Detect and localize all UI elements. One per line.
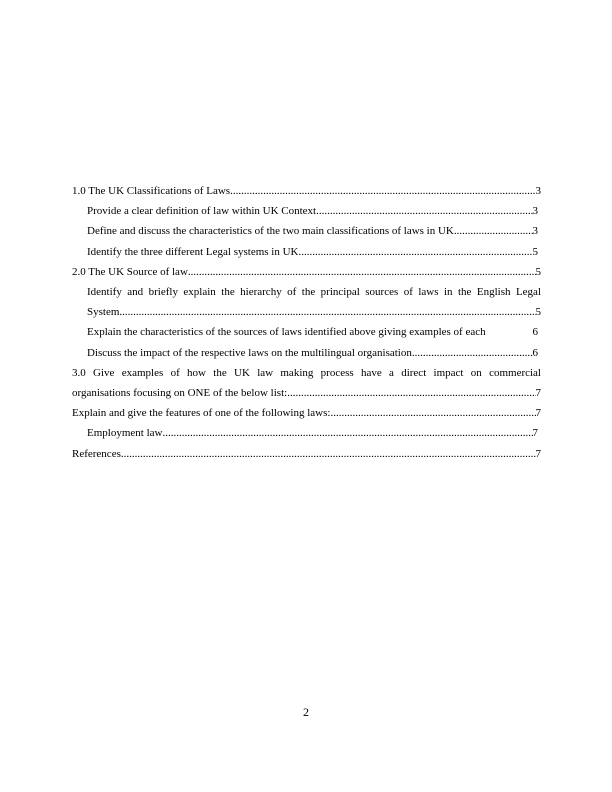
toc-entry-employment-law[interactable]	[72, 423, 538, 443]
toc-page-number: 7	[535, 387, 541, 400]
toc-leader-dots	[287, 383, 535, 403]
toc-page-number: 5	[535, 306, 541, 319]
toc-leader-dots	[330, 403, 535, 423]
toc-entry-features-of-laws[interactable]	[72, 403, 541, 423]
toc-entry-line2	[72, 383, 541, 403]
toc-page-number: 6	[532, 326, 538, 339]
toc-entry-definition-of-law[interactable]	[72, 201, 538, 221]
toc-entry-label-line2: System	[87, 306, 120, 319]
toc-entry-multilingual-impact[interactable]	[72, 343, 538, 363]
toc-entry-uk-source-of-law[interactable]	[72, 262, 541, 282]
toc-entry-references[interactable]	[72, 444, 541, 464]
toc-entry-legal-systems[interactable]	[72, 242, 538, 262]
toc-entry-uk-classifications[interactable]	[72, 181, 541, 201]
toc-entry-characteristics-of-sources[interactable]	[72, 322, 538, 342]
toc-leader-dots	[454, 221, 533, 241]
toc-entry-label: Define and discuss the characteristics of the two main classifications of laws in UK	[87, 225, 454, 238]
toc-leader-dots	[316, 201, 532, 221]
table-of-contents	[72, 181, 541, 464]
toc-entry-characteristics-classifications[interactable]	[72, 221, 538, 241]
toc-entry-line2	[87, 302, 541, 322]
toc-entry-label: Explain the characteristics of the sources of laws identified above giving examples of each	[87, 326, 486, 339]
toc-leader-dots	[121, 444, 536, 464]
toc-entry-label-line1: 3.0 Give examples of how the UK law making process have a direct impact on commercial	[72, 366, 541, 379]
toc-leader-dots	[119, 302, 535, 322]
toc-leader-dots	[230, 181, 535, 201]
toc-entry-label: Identify the three different Legal systems in UK	[87, 245, 299, 258]
toc-entry-label: Discuss the impact of the respective laws on the multilingual organisation	[87, 346, 412, 359]
toc-entry-label: Explain and give the features of one of the following laws:	[72, 407, 331, 420]
page-number-footer: 2	[303, 705, 309, 719]
toc-entry-label: Provide a clear definition of law within UK Context	[87, 205, 317, 218]
toc-leader-dots	[412, 343, 533, 363]
toc-page-number: 7	[535, 407, 541, 420]
toc-leader-dots	[298, 242, 532, 262]
toc-leader-dots	[188, 262, 536, 282]
toc-entry-label: 2.0 The UK Source of law	[72, 265, 188, 278]
toc-entry-label-line1: Identify and briefly explain the hierarchy of the principal sources of laws in the English Legal	[87, 286, 541, 299]
toc-page-number: 3	[532, 205, 538, 218]
toc-page-number: 3	[535, 185, 541, 197]
toc-leader-dots	[162, 423, 532, 443]
toc-page-number: 5	[532, 245, 538, 258]
toc-page-number: 6	[532, 346, 538, 359]
toc-page-number: 7	[535, 447, 541, 460]
toc-page-number: 7	[532, 427, 538, 440]
toc-entry-label: Employment law	[87, 427, 163, 440]
toc-entry-label: 1.0 The UK Classifications of Laws	[72, 185, 231, 197]
toc-entry-law-making-process[interactable]	[72, 363, 541, 403]
toc-entry-label-line2: organisations focusing on ONE of the below list:	[72, 387, 288, 400]
toc-entry-hierarchy-of-sources[interactable]	[72, 282, 541, 322]
toc-page-number: 5	[535, 265, 541, 278]
toc-entry-label: References	[72, 447, 121, 460]
toc-page-number: 3	[532, 225, 538, 238]
